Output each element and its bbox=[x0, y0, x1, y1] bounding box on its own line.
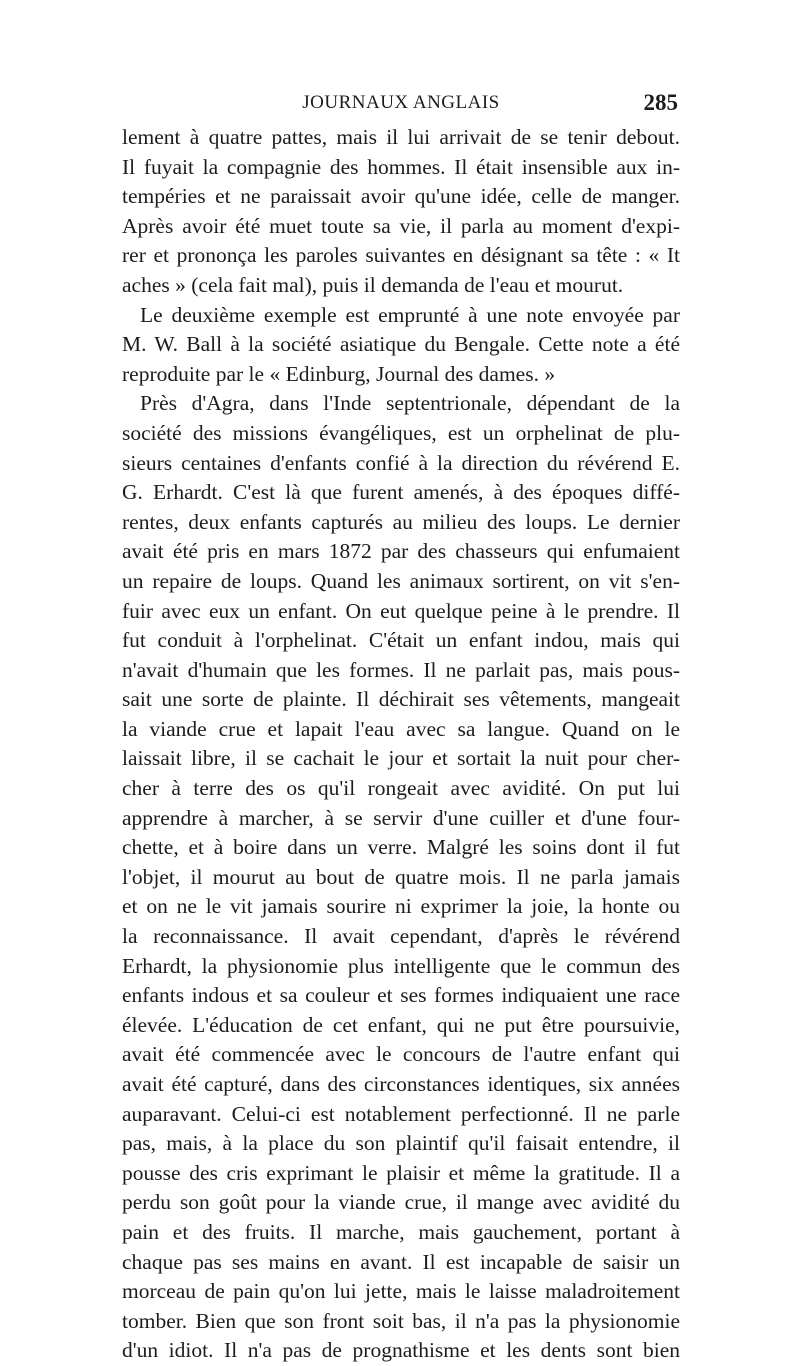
text-line: cher à terre des os qu'il rongeait avec avidité. On put lui bbox=[122, 776, 680, 801]
text-line: pain et des fruits. Il marche, mais gauchement, portant à bbox=[122, 1219, 680, 1244]
text-line: G. Erhardt. C'est là que furent amenés, à des époques diffé- bbox=[122, 480, 680, 505]
text-line: pas, mais, à la place du son plaintif qu'il faisait entendre, il bbox=[122, 1131, 680, 1156]
text-line: chaque pas ses mains en avant. Il est incapable de saisir un bbox=[122, 1249, 680, 1274]
text-line: tomber. Bien que son front soit bas, il n'a pas la physionomie bbox=[122, 1308, 680, 1333]
running-title: JOURNAUX ANGLAIS bbox=[302, 92, 500, 113]
text-line: M. W. Ball à la société asiatique du Bengale. Cette note a été bbox=[122, 332, 680, 357]
body-text bbox=[122, 123, 680, 1366]
text-line: l'objet, il mourut au bout de quatre mois. Il ne parla jamais bbox=[122, 864, 680, 889]
text-line: chette, et à boire dans un verre. Malgré les soins dont il fut bbox=[122, 835, 680, 860]
text-line: morceau de pain qu'on lui jette, mais le laisse maladroitement bbox=[122, 1279, 680, 1304]
text-line: aches » (cela fait mal), puis il demanda de l'eau et mourut. bbox=[122, 272, 624, 297]
text-line: rentes, deux enfants capturés au milieu des loups. Le dernier bbox=[122, 509, 680, 534]
text-line: auparavant. Celui-ci est notablement perfectionné. Il ne parle bbox=[122, 1101, 680, 1126]
text-line: un repaire de loups. Quand les animaux sortirent, on vit s'en- bbox=[122, 568, 680, 593]
text-line: Près d'Agra, dans l'Inde septentrionale, dépendant de la bbox=[140, 391, 680, 416]
text-line: Il fuyait la compagnie des hommes. Il était insensible aux in- bbox=[122, 154, 680, 179]
text-line: rer et prononça les paroles suivantes en désignant sa tête : « It bbox=[122, 243, 680, 268]
text-line: Erhardt, la physionomie plus intelligente que le commun des bbox=[122, 953, 680, 978]
text-line: la reconnaissance. Il avait cependant, d'après le révérend bbox=[122, 924, 680, 949]
text-line: société des missions évangéliques, est un orphelinat de plu- bbox=[122, 420, 680, 445]
text-line: sait une sorte de plainte. Il déchirait ses vêtements, mangeait bbox=[122, 687, 680, 712]
text-line: pousse des cris exprimant le plaisir et même la gratitude. Il a bbox=[122, 1160, 680, 1185]
text-line: sieurs centaines d'enfants confié à la direction du révérend E. bbox=[122, 450, 680, 475]
text-line: tempéries et ne paraissait avoir qu'une idée, celle de manger. bbox=[122, 184, 680, 209]
text-line: avait été commencée avec le concours de l'autre enfant qui bbox=[122, 1042, 680, 1067]
text-line: reproduite par le « Edinburg, Journal des dames. » bbox=[122, 361, 556, 386]
running-header bbox=[122, 92, 680, 122]
text-line: Le deuxième exemple est emprunté à une note envoyée par bbox=[140, 302, 680, 327]
text-line: enfants indous et sa couleur et ses formes indiquaient une race bbox=[122, 983, 680, 1008]
text-line: perdu son goût pour la viande crue, il mange avec avidité du bbox=[122, 1190, 680, 1215]
text-line: fuir avec eux un enfant. On eut quelque peine à le prendre. Il bbox=[122, 598, 680, 623]
text-line: d'un idiot. Il n'a pas de prognathisme et les dents sont bien bbox=[122, 1338, 680, 1363]
text-line: la viande crue et lapait l'eau avec sa langue. Quand on le bbox=[122, 716, 680, 741]
text-line: lement à quatre pattes, mais il lui arrivait de se tenir debout. bbox=[122, 125, 680, 149]
text-line: apprendre à marcher, à se servir d'une cuiller et d'une four- bbox=[122, 805, 680, 830]
text-line: Après avoir été muet toute sa vie, il parla au moment d'expi- bbox=[122, 213, 680, 238]
text-line: laissait libre, il se cachait le jour et sortait la nuit pour cher- bbox=[122, 746, 680, 771]
text-line: fut conduit à l'orphelinat. C'était un enfant indou, mais qui bbox=[122, 628, 680, 653]
text-line: n'avait d'humain que les formes. Il ne parlait pas, mais pous- bbox=[122, 657, 680, 682]
text-line: avait été capturé, dans des circonstances identiques, six années bbox=[122, 1072, 680, 1096]
text-line: et on ne le vit jamais sourire ni exprimer la joie, la honte ou bbox=[122, 894, 680, 919]
text-line: élevée. L'éducation de cet enfant, qui ne put être poursuivie, bbox=[122, 1012, 680, 1037]
page-number: 285 bbox=[643, 90, 678, 115]
text-line: avait été pris en mars 1872 par des chasseurs qui enfumaient bbox=[122, 539, 680, 564]
